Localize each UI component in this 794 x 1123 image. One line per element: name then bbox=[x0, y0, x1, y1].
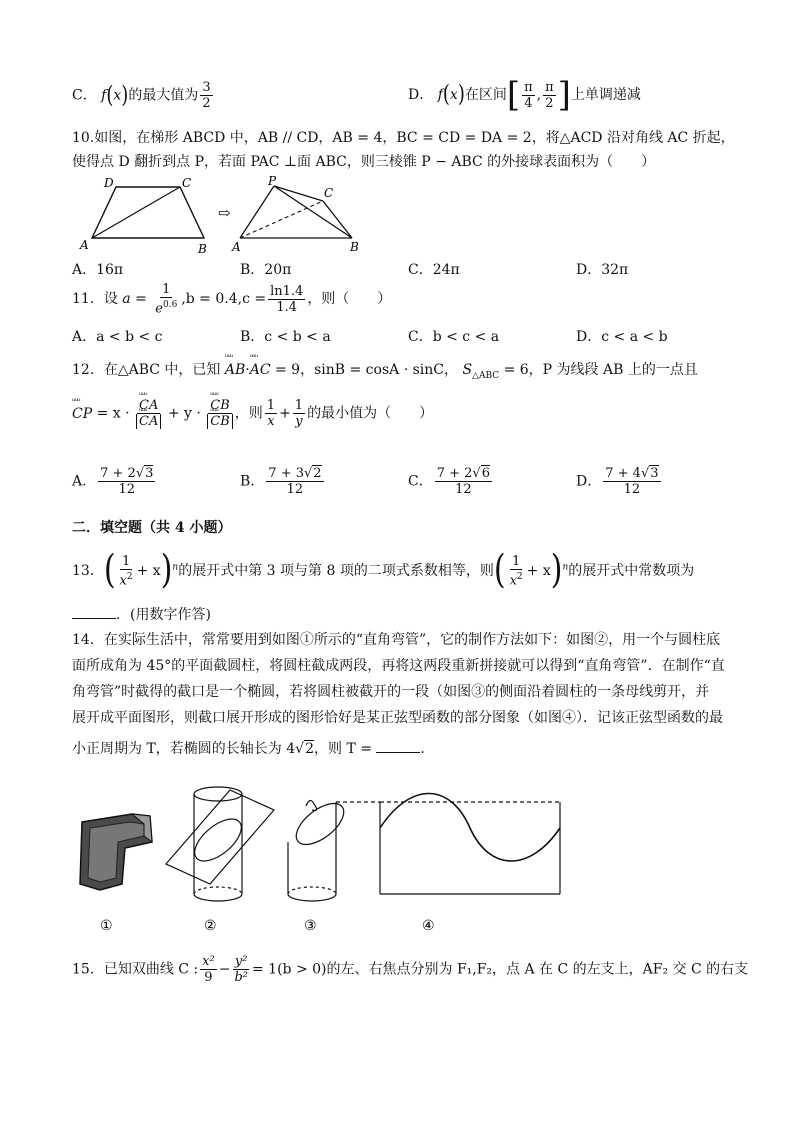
q12-option-c: C． $\frac{7 + 2√6}{12}$ bbox=[408, 466, 490, 497]
fold-arrow: ⇨ bbox=[218, 204, 231, 222]
q9-option-d: D． f(x)在区间[ $\frac{\pi}{4}$ , $\frac{\pi}{2}$ ]上单调递减 bbox=[408, 75, 641, 115]
q12-option-b: B． $\frac{7 + 3√2}{12}$ bbox=[240, 466, 322, 497]
elbow-pipe-figure bbox=[80, 814, 152, 890]
q14-line3: 角弯管”时截得的截口是一个椭圆，若将圆柱被截开的一段（如图③的侧面沿着圆柱的一条母线剪开，并 bbox=[72, 684, 710, 700]
cut-cylinder-figure bbox=[288, 796, 380, 901]
trapezoid-outline bbox=[92, 187, 204, 238]
label-c2: C bbox=[324, 186, 334, 200]
q12-line1: 12．在△ABC 中，已知 ᵘᵘᵘ AB·ᵘᵘᵘ AC = 9，sinB = cosA · sinC， $S_{\triangle ABC} = 6$，P 为线段 AB 上的一点且 bbox=[72, 359, 698, 381]
q11-option-d: D．c < a < b bbox=[576, 329, 668, 345]
section-title-fill-in: 二．填空题（共 4 小题） bbox=[72, 520, 232, 536]
q12-line2: ᵘᵘᵘ CP = x · ᵘᵘᵘ CA ᵘᵘᵘ CA + y · ᵘᵘᵘ CB ᵘᵘᵘ CB ，则 $\frac{1}{x}$ + $\frac{1}{y}$ 的最小值为（ ） bbox=[72, 398, 433, 429]
q13-answer-blank[interactable] bbox=[72, 604, 116, 619]
q15-line1: 15．已知双曲线 C : $\frac{\text{x²}}{9}$ − $\frac{\text{y²}}{\text{b²}}$ = 1(b > 0)的左、右焦点分别为 F₁,F₂，点 A 在 C 的左支上，AF₂ 交 C 的右支 bbox=[72, 954, 749, 985]
q10-option-c: C．24π bbox=[408, 262, 460, 278]
label-c: C bbox=[182, 176, 192, 190]
cylinder-cut-figure bbox=[166, 787, 274, 901]
q10-option-a: A．16π bbox=[72, 262, 124, 278]
label-a: A bbox=[80, 238, 89, 252]
q11-stem: 11．设 a = $\frac{1}{e^{0.6}}$ ,b = 0.4,c = $\frac{\ln 1.4}{1.4}$ ，则（ ） bbox=[72, 282, 392, 317]
label-b: B bbox=[198, 242, 207, 256]
fig-label-1: ① bbox=[100, 918, 113, 934]
label-b2: B bbox=[350, 240, 359, 254]
q13-line2: ．(用数字作答) bbox=[72, 604, 211, 624]
q11-option-b: B．c < b < a bbox=[240, 329, 331, 345]
q11-option-a: A．a < b < c bbox=[72, 329, 163, 345]
q14-figures bbox=[70, 772, 570, 937]
diagonal-ac bbox=[92, 187, 180, 238]
label-p: P bbox=[268, 175, 277, 188]
q12-option-a: A． $\frac{7 + 2√3}{12}$ bbox=[72, 466, 154, 497]
q13-line1: 13．( $\frac{1}{x^2}$ + x)$^n$的展开式中第 3 项与第 8 项的二项式系数相等，则( $\frac{1}{x^2}$ + x)$^n$的展开式中常数项为 bbox=[72, 547, 695, 594]
q9-option-c: C． f(x)的最大值为 $\frac{3}{2}$ bbox=[72, 80, 211, 111]
q14-line1: 14．在实际生活中，常常要用到如图①所示的“直角弯管”，它的制作方法如下：如图②，用一个与圆柱底 bbox=[72, 632, 721, 648]
q14-answer-blank[interactable] bbox=[376, 738, 420, 753]
fig-label-3: ③ bbox=[304, 918, 317, 934]
q10-option-d: D．32π bbox=[576, 262, 629, 278]
q10-figure-trapezoid bbox=[72, 175, 222, 257]
q10-line2: 使得点 D 翻折到点 P，若面 PAC ⊥面 ABC，则三棱锥 P − ABC 的外接球表面积为（ ） bbox=[72, 154, 656, 170]
q14-line5: 小正周期为 T，若椭圆的长轴长为 4√2，则 T = ． bbox=[72, 738, 434, 759]
q11-option-c: C．b < c < a bbox=[408, 329, 500, 345]
q12-option-d: D． $\frac{7 + 4√3}{12}$ bbox=[576, 466, 659, 497]
q10-line1: 10.如图，在梯形 ABCD 中，AB // CD，AB = 4，BC = CD = DA = 2，将△ACD 沿对角线 AC 折起， bbox=[72, 130, 735, 146]
label-d: D bbox=[104, 176, 114, 190]
fig-label-2: ② bbox=[204, 918, 217, 934]
q14-line4: 展开成平面图形，则截口展开形成的图形恰好是某正弦型函数的部分图象（如图④）．记该正弦型函数的最 bbox=[72, 710, 723, 726]
unrolled-sine-figure bbox=[380, 794, 560, 895]
q14-line2: 面所成角为 45°的平面截圆柱，将圆柱截成两段，再将这两段重新拼接就可以得到“直角弯管”．在制作“直 bbox=[72, 658, 725, 674]
label-a2: A bbox=[232, 240, 241, 254]
fig-label-4: ④ bbox=[422, 918, 435, 934]
q10-figure-tetrahedron bbox=[228, 175, 368, 257]
q10-option-b: B．20π bbox=[240, 262, 292, 278]
